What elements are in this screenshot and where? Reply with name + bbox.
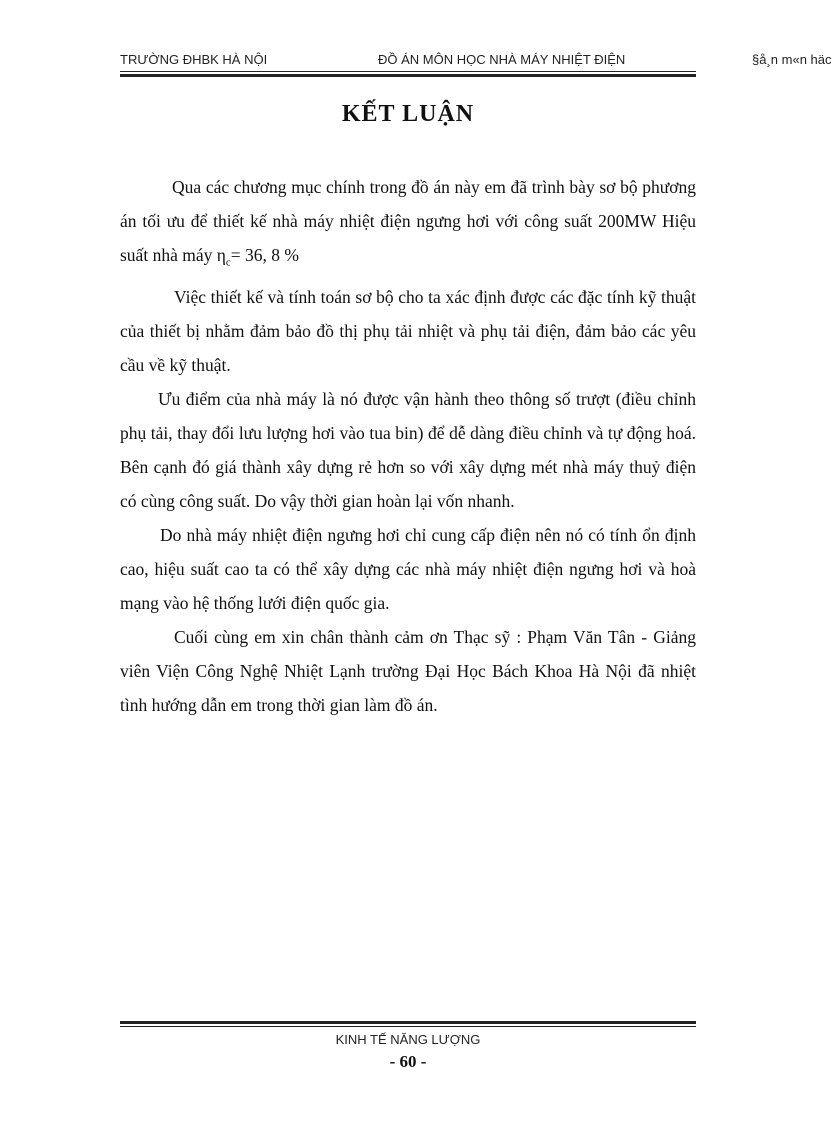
paragraph-design: Việc thiết kế và tính toán sơ bộ cho ta xác định được các đặc tính kỹ thuật của thiết bị nhằm đảm bảo đồ thị phụ tải nhiệt và phụ tải điện, đảm bảo các yêu cầu về kỹ thuật.: [120, 286, 696, 375]
eta-subscript: c: [225, 256, 231, 269]
paragraph-stability: Do nhà máy nhiệt điện ngưng hơi chỉ cung cấp điện nên nó có tính ổn định cao, hiệu suất cao ta có thể xây dựng các nhà máy nhiệt điện ngưng hơi và hoà mạng vào hệ thống lưới điện quốc gia.: [120, 524, 696, 613]
efficiency-symbol: [216, 245, 231, 269]
header-school: TRƯỜNG ĐHBK HÀ NỘI: [120, 52, 268, 67]
header-garbled-label: §å¸n m«n häc: [752, 52, 832, 67]
page-header: [0, 52, 832, 72]
eta-symbol: η: [216, 245, 226, 265]
footer-rule-thin: [120, 1026, 696, 1027]
footer-subject: KINH TẾ NĂNG LƯỢNG: [335, 1032, 481, 1047]
footer-rule-thick: [120, 1021, 696, 1024]
header-rule-thin: [120, 71, 696, 72]
paragraph-summary: [120, 170, 696, 280]
header-course: ĐỒ ÁN MÔN HỌC NHÀ MÁY NHIỆT ĐIỆN: [378, 52, 626, 67]
header-rule-thick: [120, 74, 696, 77]
paragraph-acknowledgement: Cuối cùng em xin chân thành cảm ơn Thạc sỹ : Phạm Văn Tân - Giảng viên Viện Công Nghệ Nhiệt Lạnh trường Đại Học Bách Khoa Hà Nội đã nhiệt tình hướng dẫn em trong thời gian làm đồ án.: [120, 626, 696, 715]
document-body: [120, 170, 696, 722]
page-title: KẾT LUẬN: [341, 101, 475, 127]
efficiency-value: = 36, 8 %: [230, 245, 299, 265]
paragraph-summary-text: Qua các chương mục chính trong đồ án này em đã trình bày sơ bộ phương án tối ưu để thiết kế nhà máy nhiệt điện ngưng hơi với công suất 200MW Hiệu suất nhà máy: [120, 177, 696, 265]
paragraph-advantages: Ưu điểm của nhà máy là nó được vận hành theo thông số trượt (điều chỉnh phụ tải, thay đổi lưu lượng hơi vào tua bin) để dễ dàng điều chỉnh và tự động hoá. Bên cạnh đó giá thành xây dựng rẻ hơn so với xây dựng mét nhà máy thuỷ điện có cùng công suất. Do vậy thời gian hoàn lại vốn nhanh.: [120, 388, 696, 511]
page-number: - 60 -: [389, 1052, 427, 1071]
